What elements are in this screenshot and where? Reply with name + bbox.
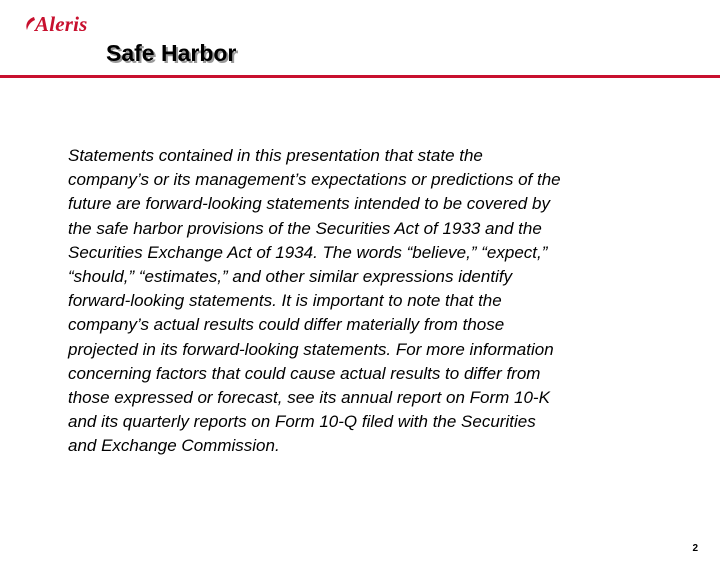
- logo-text: Aleris: [35, 11, 88, 36]
- text-line: Securities Exchange Act of 1934. The words “believe,” “expect,”: [68, 242, 548, 262]
- disclaimer-text: [68, 144, 678, 459]
- text-line: and its quarterly reports on Form 10-Q filed with the Securities: [68, 412, 536, 432]
- text-line: company’s actual results could differ materially from those: [68, 315, 505, 335]
- text-line: Statements contained in this presentation that state the: [68, 146, 483, 165]
- text-line: and Exchange Commission.: [68, 436, 280, 456]
- page-title: Safe Harbor: [106, 40, 237, 66]
- text-line: future are forward-looking statements intended to be covered by: [68, 194, 550, 214]
- text-line: forward-looking statements. It is important to note that the: [68, 291, 502, 311]
- text-line: “should,” “estimates,” and other similar expressions identify: [68, 267, 513, 287]
- text-line: those expressed or forecast, see its annual report on Form 10-K: [68, 388, 550, 408]
- header-divider: [0, 75, 720, 78]
- page-number: 2: [692, 543, 698, 554]
- text-line: projected in its forward-looking statements. For more information: [68, 339, 554, 359]
- text-line: concerning factors that could cause actual results to differ from: [68, 363, 541, 383]
- aleris-logo: [24, 10, 88, 38]
- text-line: the safe harbor provisions of the Securities Act of 1933 and the: [68, 218, 542, 238]
- text-line: company’s or its management’s expectations or predictions of the: [68, 170, 561, 190]
